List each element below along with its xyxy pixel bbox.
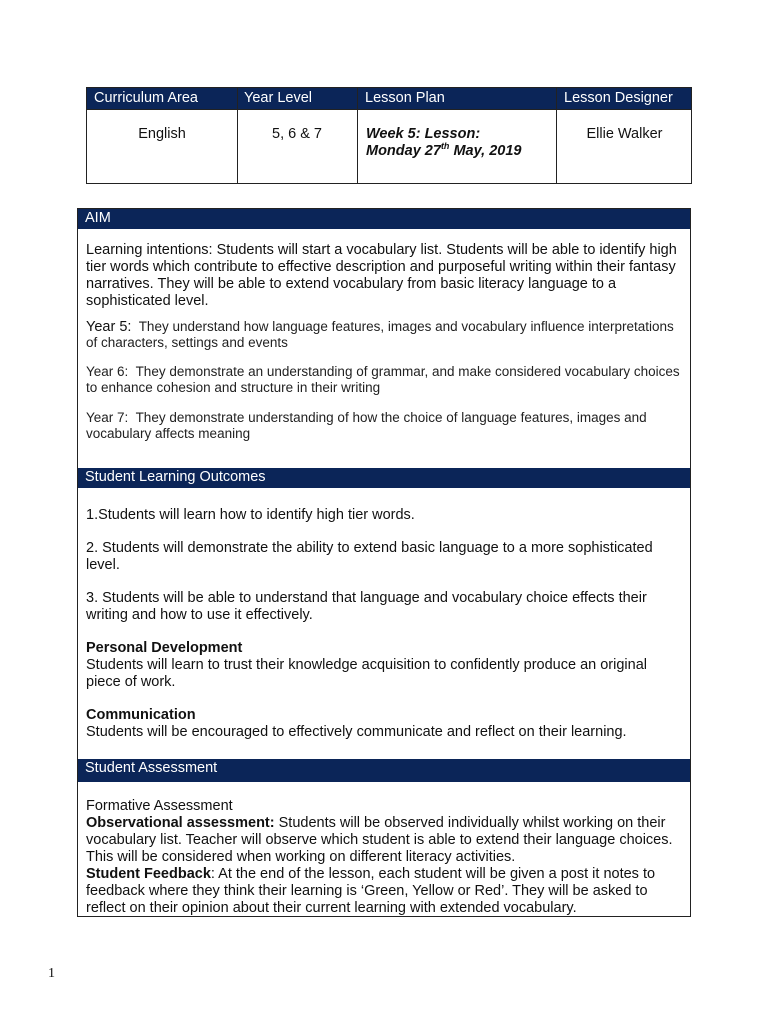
feedback-text: : At the end of the lesson, each student will be given a post it notes to feedback where they think their learning is ‘Green, Yellow or Red’. They will be asked to reflect on their opinion about their current learning with extended vocabulary. — [86, 866, 656, 916]
year7-label: Year 7: — [86, 410, 129, 425]
year7-outcome — [86, 410, 684, 442]
aim-section-header: AIM — [78, 209, 690, 229]
lesson-header-table — [86, 87, 692, 184]
learning-intentions: Learning intentions: Students will start a vocabulary list. Students will be able to identify high tier words which contribute to effective description and purposeful writing within their fantasy narratives. They will be able to extend vocabulary from basic literacy language to a sophisticated level. — [86, 242, 677, 309]
lesson-designer-value: Ellie Walker — [586, 126, 663, 142]
year5-text: They understand how language features, images and vocabulary influence interpretations of characters, settings and events — [86, 319, 674, 350]
lesson-plan-value — [358, 126, 556, 160]
lesson-content-box — [77, 208, 691, 917]
header-lesson-designer: Lesson Designer — [564, 90, 673, 106]
lesson-date-post: May, 2019 — [449, 143, 522, 159]
observational-label: Observational assessment: — [86, 815, 275, 831]
lesson-plan-line1: Week 5: Lesson: — [366, 126, 481, 142]
formative-assessment-label: Formative Assessment — [86, 798, 233, 814]
communication-text: Students will be encouraged to effectively communicate and reflect on their learning. — [86, 724, 627, 740]
aim-section — [86, 242, 684, 442]
outcome-item: 3. Students will be able to understand that language and vocabulary choice effects their writing and how to use it effectively. — [86, 590, 647, 623]
assessment-section-header: Student Assessment — [78, 759, 690, 782]
student-feedback — [86, 866, 684, 917]
personal-development-heading: Personal Development — [86, 640, 243, 656]
year5-label: Year 5: — [86, 319, 132, 335]
observational-assessment — [86, 815, 684, 866]
assessment-section — [86, 798, 684, 917]
outcome-item: 2. Students will demonstrate the ability to extend basic language to a more sophisticated level. — [86, 540, 653, 573]
feedback-label: Student Feedback — [86, 866, 211, 882]
header-curriculum-area: Curriculum Area — [94, 90, 198, 106]
lesson-plan-line2 — [366, 143, 556, 160]
year5-outcome — [86, 319, 684, 351]
outcomes-section-header: Student Learning Outcomes — [78, 468, 690, 488]
header-lesson-plan: Lesson Plan — [365, 90, 445, 106]
header-divider — [87, 109, 691, 110]
personal-development-text: Students will learn to trust their knowledge acquisition to confidently produce an original piece of work. — [86, 657, 647, 690]
communication-heading: Communication — [86, 707, 196, 723]
year6-label: Year 6: — [86, 364, 129, 379]
page-number: 1 — [48, 966, 55, 981]
header-year-level: Year Level — [244, 90, 312, 106]
year6-text: They demonstrate an understanding of grammar, and make considered vocabulary choices to enhance cohesion and structure in their writing — [86, 364, 680, 395]
lesson-date-sup: th — [440, 141, 450, 152]
curriculum-area-value: English — [138, 126, 186, 142]
year6-outcome — [86, 364, 684, 396]
observational-text: Students will be observed individually whilst working on their vocabulary list. Teacher will observe which student is able to extend their language choices. This will be considered when working on different literacy activities. — [86, 815, 673, 865]
year-level-value: 5, 6 & 7 — [272, 126, 322, 142]
outcome-item: 1.Students will learn how to identify high tier words. — [86, 507, 415, 523]
year7-text: They demonstrate understanding of how the choice of language features, images and vocabulary affects meaning — [86, 410, 647, 441]
lesson-date-pre: Monday 27 — [366, 143, 441, 159]
outcomes-section — [86, 507, 684, 741]
